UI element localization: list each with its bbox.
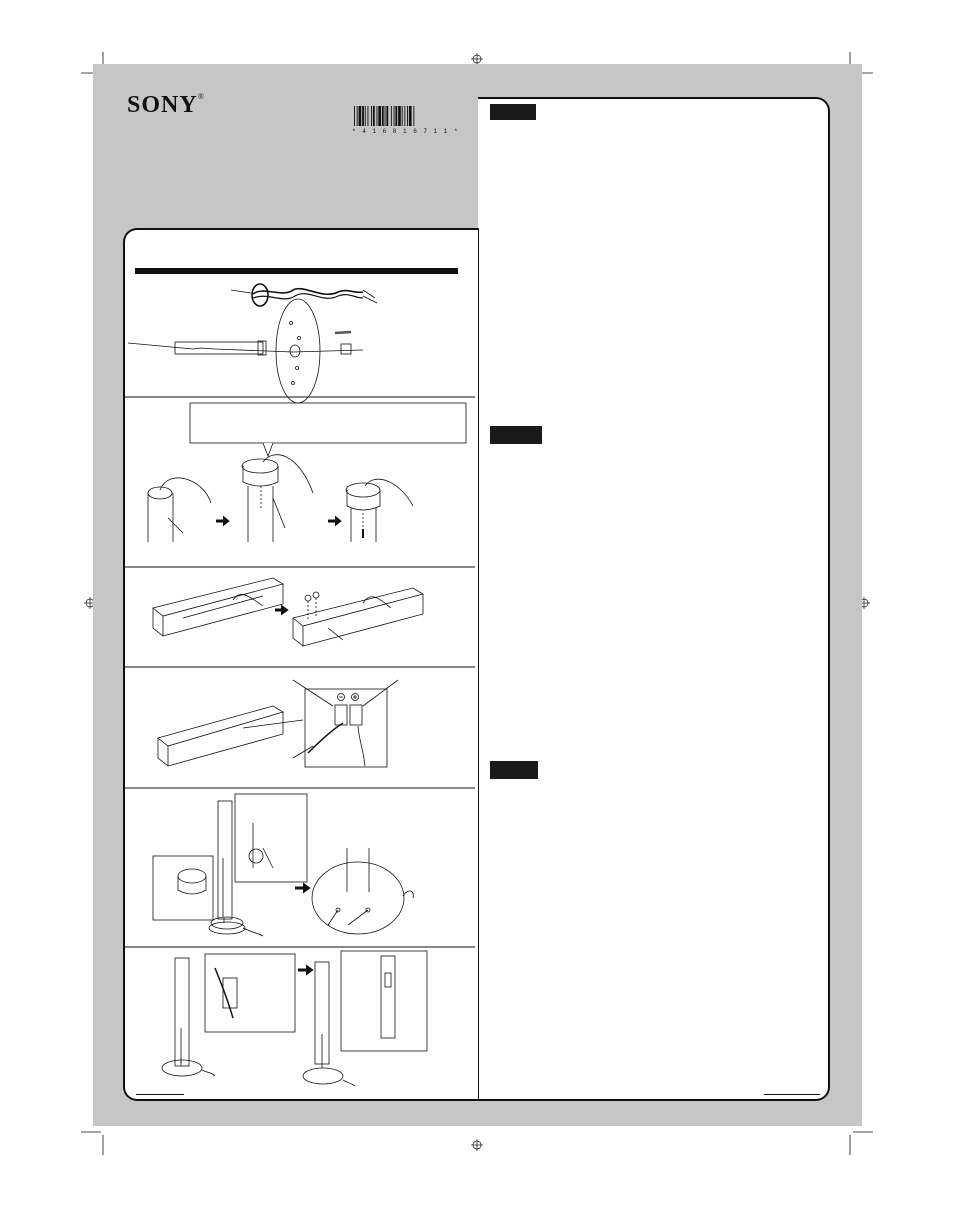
step-4-illustration: [158, 680, 398, 767]
barcode-bar: [386, 106, 388, 126]
section-label-block-1: [490, 104, 536, 120]
barcode-digits: * 4 1 6 8 1 6 7 1 1 *: [352, 128, 460, 135]
step-3-illustration: [153, 578, 423, 646]
footer-rule-right: [764, 1094, 820, 1095]
barcode-bar: [362, 106, 364, 126]
barcode-bar: [357, 106, 358, 126]
barcode-bar: [394, 106, 395, 126]
step-5-illustration: [153, 794, 413, 936]
barcode-bar: [391, 106, 392, 126]
barcode-bar: [395, 106, 397, 126]
step-1-illustration: [128, 284, 377, 403]
barcode-bar: [385, 106, 386, 126]
barcode-bar: [377, 106, 378, 126]
text-panel: [478, 97, 830, 1101]
sony-logo: SONY®: [127, 92, 205, 118]
section-label-block-2: [490, 426, 542, 444]
section-label-block-3: [490, 761, 538, 779]
barcode-bar: [354, 106, 355, 126]
step-6-illustration: [162, 951, 427, 1086]
barcode-bar: [368, 106, 369, 126]
barcode-bar: [398, 106, 401, 126]
step-2-illustration: [148, 403, 466, 542]
barcode-bar: [404, 106, 405, 126]
barcode-bar: [407, 106, 408, 126]
barcode-bar: [359, 106, 362, 126]
footer-rule-left: [136, 1094, 184, 1095]
barcode-bar: [402, 106, 403, 126]
barcode-bar: [365, 106, 366, 126]
barcode-bar: [373, 106, 375, 126]
barcode-bar: [371, 106, 372, 126]
barcode-bar: [413, 106, 414, 126]
barcode-bar: [382, 106, 384, 126]
assembly-illustrations: [123, 228, 477, 1098]
barcode-bar: [378, 106, 381, 126]
barcode: [354, 106, 458, 128]
barcode-bar: [409, 106, 412, 126]
